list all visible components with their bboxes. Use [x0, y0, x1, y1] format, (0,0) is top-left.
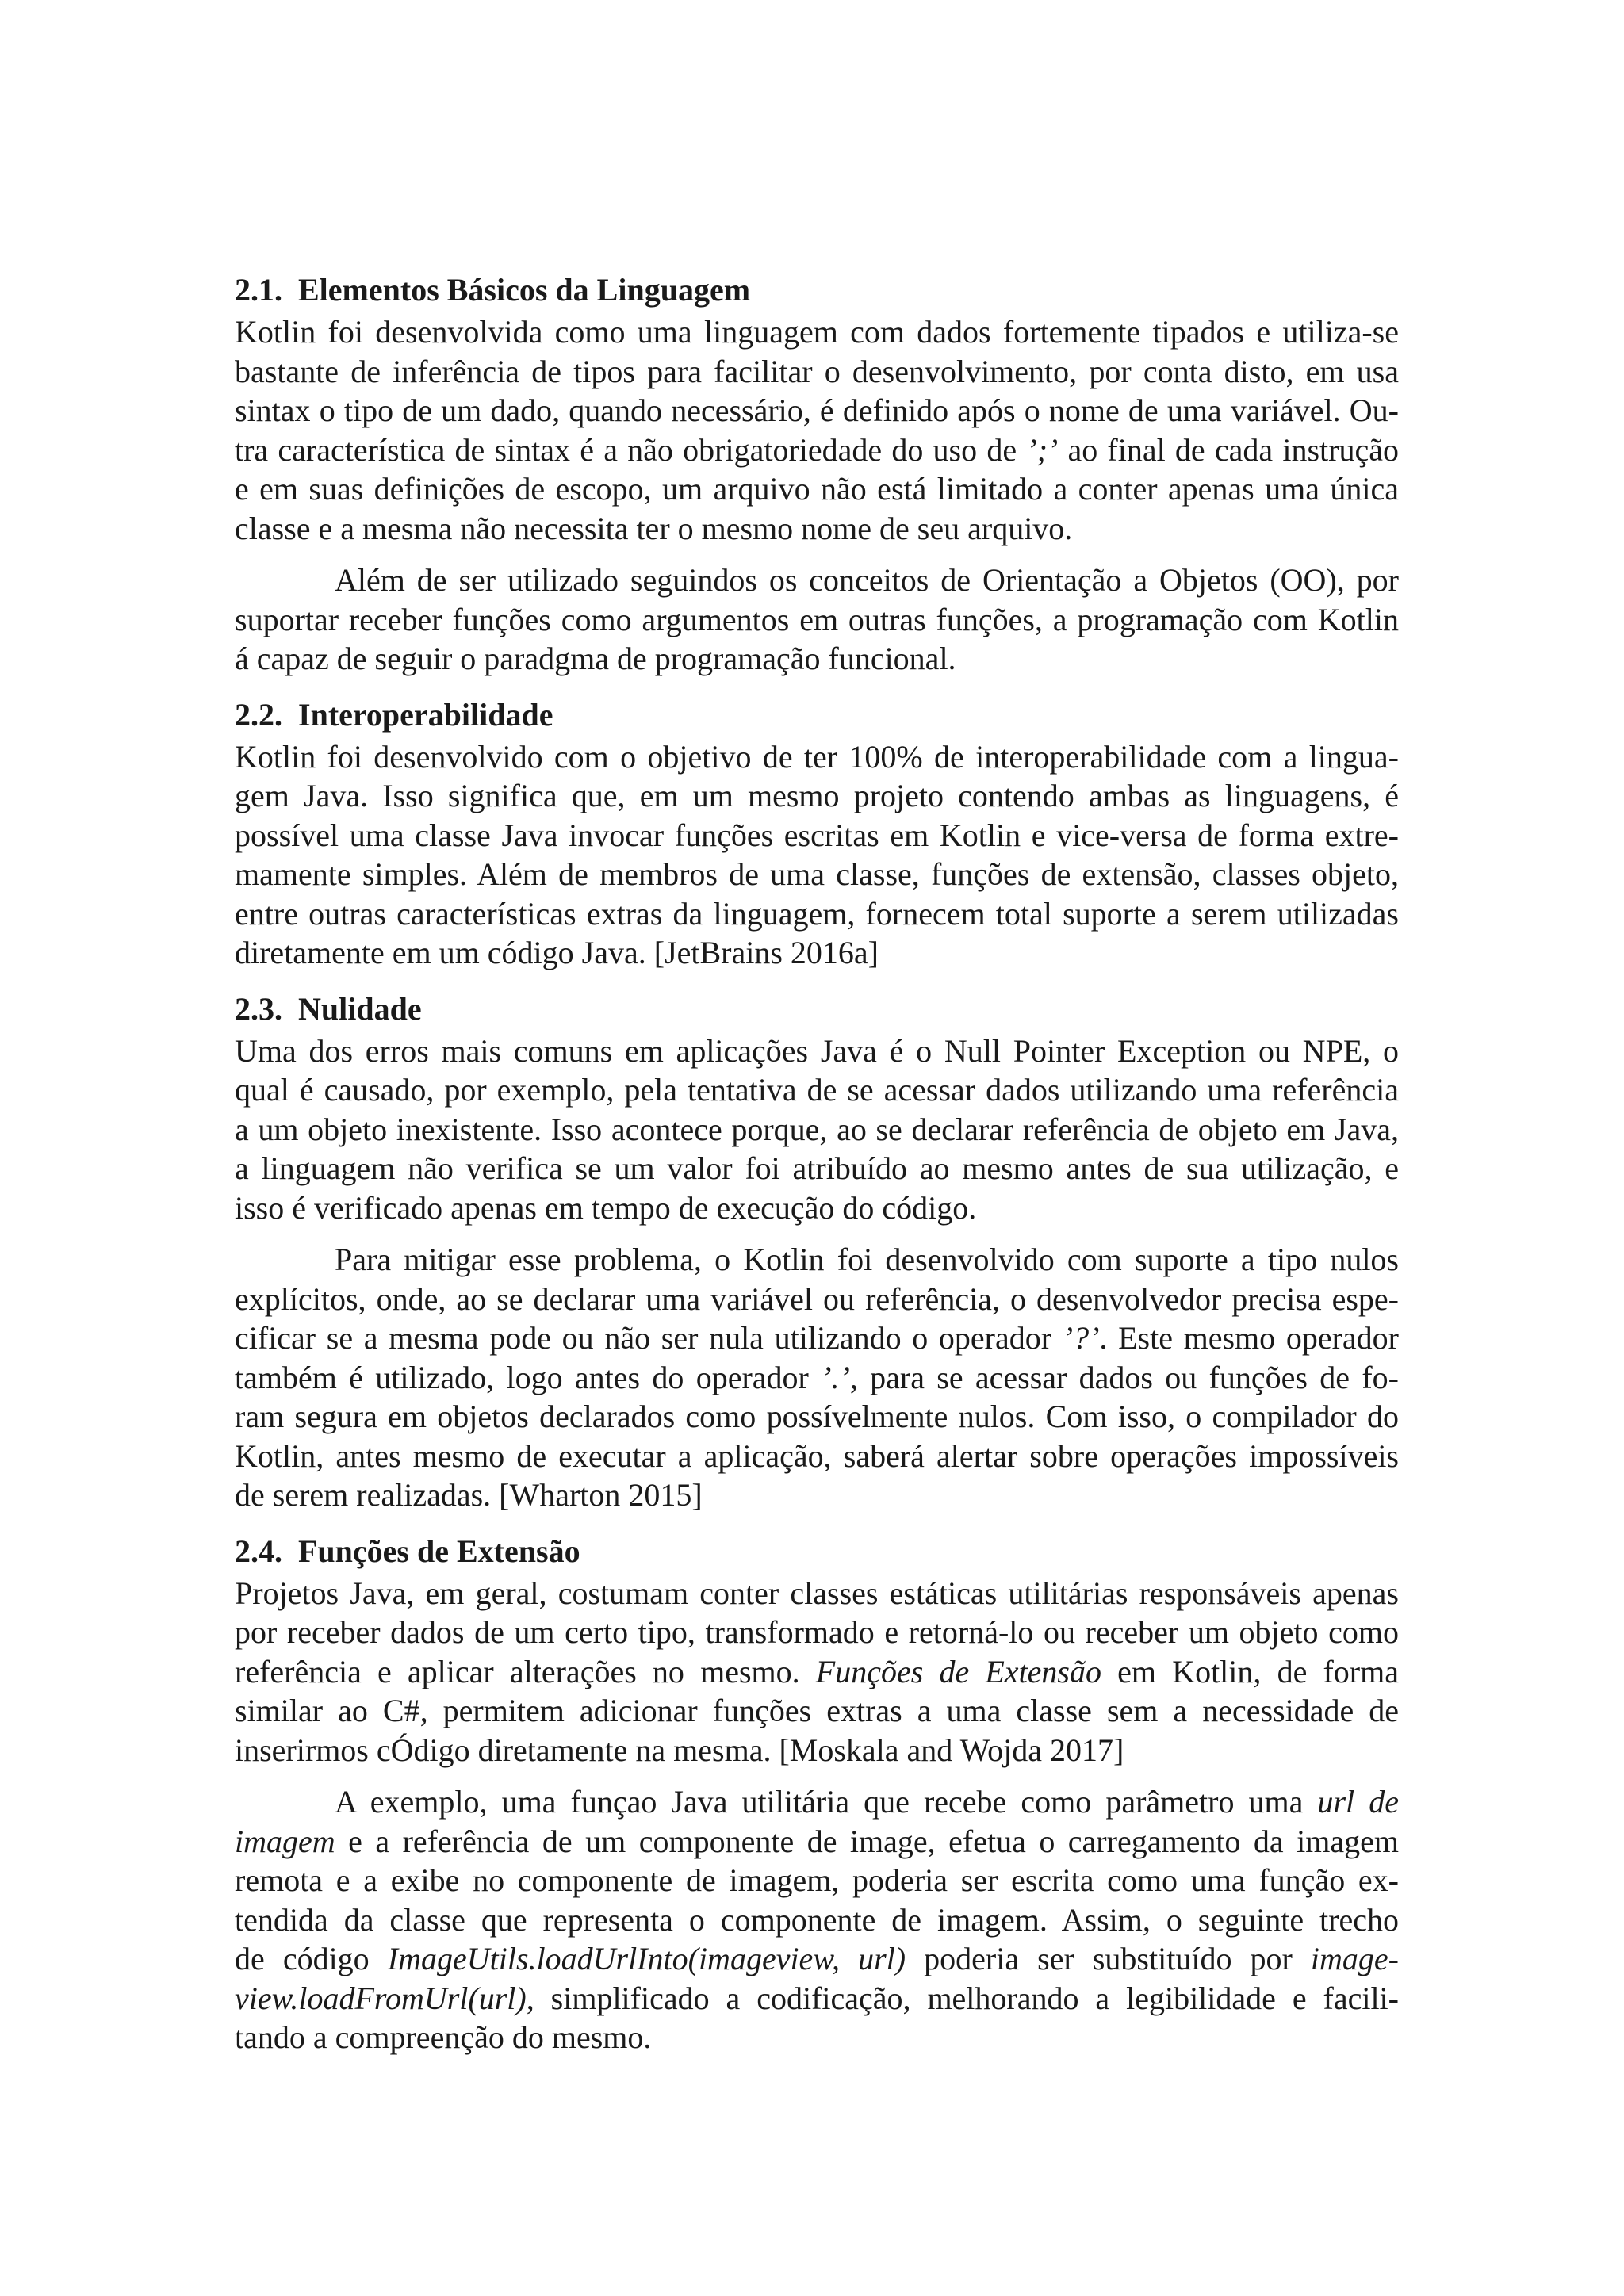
text-segment: tando a compreenção do mesmo.: [235, 2019, 652, 2055]
text-line: [235, 1070, 1399, 1110]
text-line: [235, 312, 1399, 352]
text-line: [235, 1782, 1399, 1822]
italic-text: ’?’: [1062, 1320, 1100, 1356]
text-line: [235, 1861, 1399, 1900]
text-segment: Kotlin foi desenvolvida como uma linguagem com dados fortemente tipados e utiliza-se: [235, 314, 1399, 350]
paragraph: [235, 1782, 1399, 2057]
text-segment: sintax o tipo de um dado, quando necessário, é definido após o nome de uma variável. Ou-: [235, 392, 1399, 428]
text-segment: de serem realizadas. [Wharton 2015]: [235, 1477, 703, 1513]
text-line: [235, 1691, 1399, 1731]
text-segment: por receber dados de um certo tipo, transformado e retorná-lo ou receber um objeto como: [235, 1614, 1399, 1650]
text-line: [235, 894, 1399, 934]
text-segment: A exemplo, uma funçao Java utilitária que recebe como parâmetro uma: [335, 1784, 1318, 1820]
text-line: [235, 776, 1399, 816]
section-number: 2.2.: [235, 696, 282, 733]
text-segment: de código: [235, 1941, 388, 1976]
section: [235, 989, 1399, 1515]
section-number: 2.4.: [235, 1533, 282, 1569]
text-segment: . Este mesmo operador: [1099, 1320, 1400, 1356]
text-segment: remota e a exibe no componente de imagem, poderia ser escrita como uma função ex-: [235, 1862, 1399, 1898]
text-segment: Uma dos erros mais comuns em aplicações Java é o Null Pointer Exception ou NPE, o: [235, 1032, 1399, 1069]
text-segment: gem Java. Isso significa que, em um mesmo projeto contendo ambas as linguagens, é: [235, 778, 1399, 813]
text-line: [235, 1240, 1399, 1280]
text-segment: qual é causado, por exemplo, pela tentativa de se acessar dados utilizando uma referência: [235, 1072, 1399, 1108]
italic-text: ’;’: [1026, 431, 1059, 468]
section: [235, 1531, 1399, 2057]
text-segment: similar ao C#, permitem adicionar funções extras a uma classe sem a necessidade de: [235, 1693, 1399, 1728]
italic-text: view.loadFromUrl(url): [235, 1980, 527, 2016]
text-line: [235, 469, 1399, 509]
section-number: 2.3.: [235, 990, 282, 1027]
text-segment: , para se acessar dados ou funções de fo-: [849, 1359, 1399, 1395]
text-line: [235, 816, 1399, 855]
paragraph: [235, 1031, 1399, 1228]
text-line: [235, 391, 1399, 430]
section: [235, 270, 1399, 679]
text-line: [235, 1188, 1399, 1228]
text-line: [235, 1900, 1399, 1940]
text-segment: Kotlin, antes mesmo de executar a aplicação, saberá alertar sobre operações impossíveis: [235, 1437, 1399, 1474]
text-segment: explícitos, onde, ao se declarar uma variável ou referência, o desenvolvedor precisa espe-: [235, 1280, 1399, 1317]
section-heading: [235, 1531, 1399, 1572]
text-segment: tendida da classe que representa o componente de imagem. Assim, o seguinte trecho: [235, 1901, 1399, 1938]
paragraph: [235, 737, 1399, 973]
text-segment: referência e aplicar alterações no mesmo.: [235, 1653, 816, 1689]
text-line: [235, 639, 1399, 679]
page-body: [235, 270, 1399, 2057]
text-line: [235, 600, 1399, 640]
section-heading: [235, 695, 1399, 736]
text-segment: possível uma classe Java invocar funções escritas em Kotlin e vice-versa de forma extre-: [235, 817, 1399, 853]
italic-text: ’.’: [821, 1359, 850, 1395]
text-line: [235, 561, 1399, 600]
text-line: [235, 352, 1399, 392]
text-segment: e em suas definições de escopo, um arquivo não está limitado a conter apenas uma única: [235, 471, 1399, 507]
paragraph: [235, 1240, 1399, 1515]
text-line: [235, 1280, 1399, 1319]
text-segment: bastante de inferência de tipos para facilitar o desenvolvimento, por conta disto, em usa: [235, 353, 1399, 389]
text-segment: classe e a mesma não necessita ter o mesmo nome de seu arquivo.: [235, 510, 1073, 546]
text-segment: a um objeto inexistente. Isso acontece porque, ao se declarar referência de objeto em Java,: [235, 1111, 1399, 1147]
text-line: [235, 1475, 1399, 1515]
text-line: [235, 1822, 1399, 1862]
paragraph: [235, 561, 1399, 679]
section-title: Elementos Básicos da Linguagem: [298, 272, 751, 308]
text-line: [235, 1397, 1399, 1437]
text-segment: ram segura em objetos declarados como possívelmente nulos. Com isso, o compilador do: [235, 1399, 1399, 1434]
italic-text: ImageUtils.loadUrlInto(imageview, url): [387, 1941, 906, 1976]
paragraph: [235, 1574, 1399, 1770]
section-title: Nulidade: [298, 990, 422, 1027]
text-segment: entre outras características extras da linguagem, fornecem total suporte a serem utilizadas: [235, 895, 1399, 932]
text-line: [235, 1031, 1399, 1071]
text-line: [235, 1652, 1399, 1692]
paragraph: [235, 312, 1399, 548]
text-segment: poderia ser substituído por: [906, 1941, 1311, 1976]
text-segment: mamente simples. Além de membros de uma classe, funções de extensão, classes objeto,: [235, 856, 1399, 892]
section-heading: [235, 270, 1399, 311]
text-segment: Projetos Java, em geral, costumam conter classes estáticas utilitárias responsáveis apenas: [235, 1575, 1399, 1611]
section: [235, 695, 1399, 973]
italic-text: Funções de Extensão: [815, 1653, 1101, 1689]
text-segment: tra característica de sintax é a não obrigatoriedade do uso de: [235, 431, 1027, 468]
text-segment: também é utilizado, logo antes do operador: [235, 1359, 822, 1395]
text-segment: , simplificado a codificação, melhorando a legibilidade e facili-: [526, 1980, 1399, 2016]
text-line: [235, 1149, 1399, 1188]
text-line: [235, 1110, 1399, 1150]
text-line: [235, 1358, 1399, 1398]
text-segment: e a referência de um componente de image, efetua o carregamento da imagem: [335, 1823, 1399, 1859]
text-segment: a linguagem não verifica se um valor foi atribuído ao mesmo antes de sua utilização, e: [235, 1150, 1399, 1186]
text-line: [235, 509, 1399, 549]
text-line: [235, 1318, 1399, 1358]
text-line: [235, 1979, 1399, 2019]
text-segment: ao final de cada instrução: [1058, 431, 1399, 468]
text-line: [235, 933, 1399, 973]
italic-text: url de: [1317, 1784, 1399, 1820]
italic-text: imagem: [235, 1823, 335, 1859]
section-heading: [235, 989, 1399, 1030]
text-segment: suportar receber funções como argumentos em outras funções, a programação com Kotlin: [235, 601, 1399, 637]
text-line: [235, 1613, 1399, 1652]
text-line: [235, 1574, 1399, 1613]
text-segment: Kotlin foi desenvolvido com o objetivo de ter 100% de interoperabilidade com a lingua-: [235, 738, 1399, 775]
text-segment: cificar se a mesma pode ou não ser nula utilizando o operador: [235, 1320, 1063, 1356]
text-segment: Para mitigar esse problema, o Kotlin foi desenvolvido com suporte a tipo nulos: [335, 1242, 1399, 1277]
text-line: [235, 2018, 1399, 2057]
section-number: 2.1.: [235, 272, 282, 308]
text-line: [235, 737, 1399, 777]
text-line: [235, 1437, 1399, 1476]
text-segment: Além de ser utilizado seguindos os conceitos de Orientação a Objetos (OO), por: [335, 562, 1399, 598]
text-line: [235, 855, 1399, 894]
text-line: [235, 430, 1399, 470]
section-title: Funções de Extensão: [298, 1533, 580, 1569]
text-segment: inserirmos cÓdigo diretamente na mesma. [Moskala and Wojda 2017]: [235, 1732, 1124, 1768]
text-line: [235, 1939, 1399, 1979]
text-segment: diretamente em um código Java. [JetBrains 2016a]: [235, 935, 879, 970]
text-line: [235, 1731, 1399, 1770]
text-segment: em Kotlin, de forma: [1101, 1653, 1399, 1689]
section-title: Interoperabilidade: [298, 696, 553, 733]
italic-text: image-: [1310, 1941, 1399, 1976]
text-segment: isso é verificado apenas em tempo de execução do código.: [235, 1189, 977, 1226]
text-segment: á capaz de seguir o paradgma de programação funcional.: [235, 641, 956, 676]
